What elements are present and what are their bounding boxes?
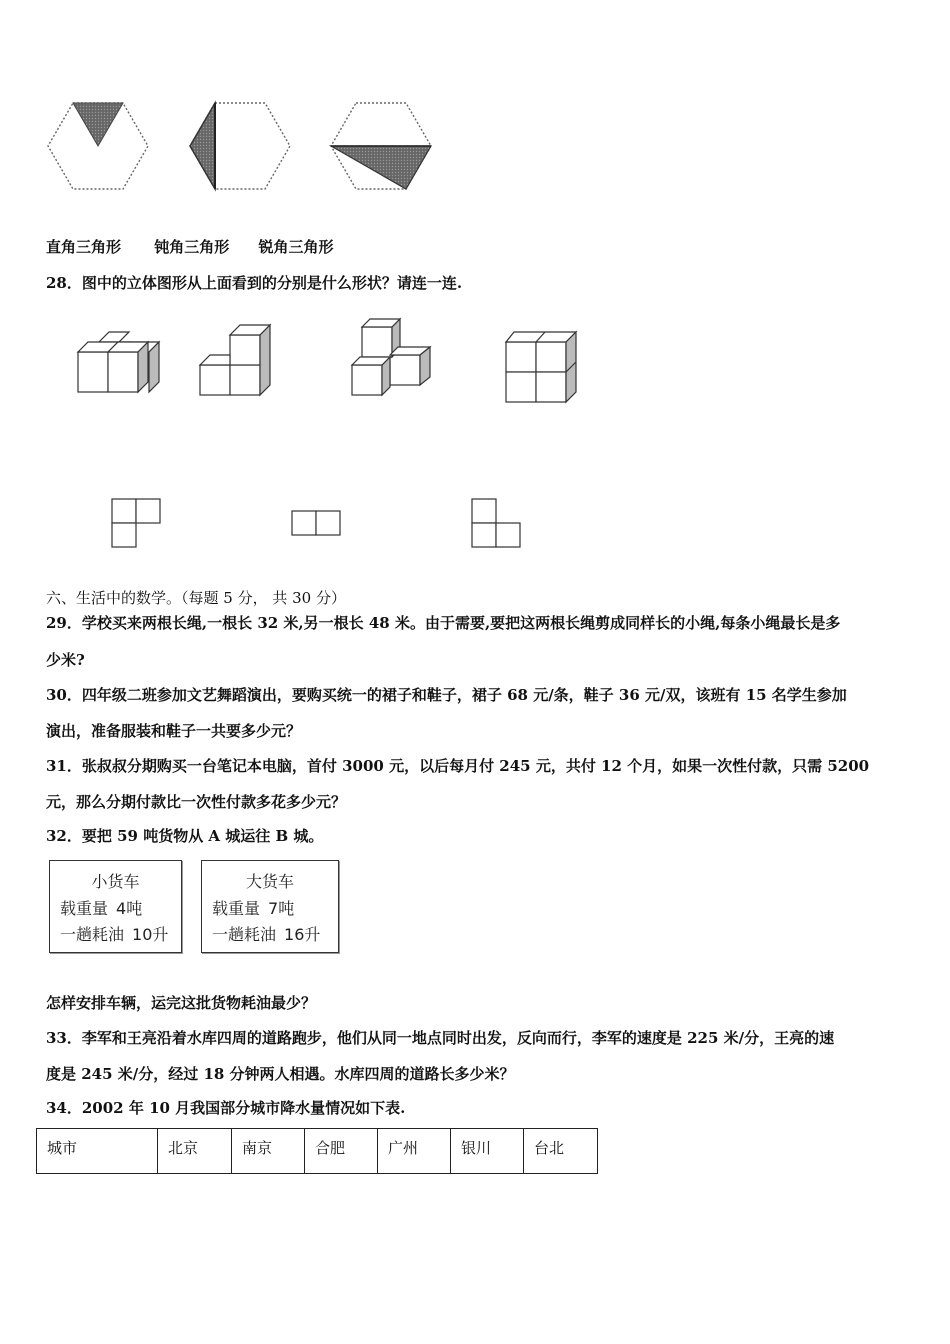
solid-4 [506,332,576,402]
question-33-line-1: 33．李军和王亮沿着水库四周的道路跑步，他们从同一地点同时出发，反向而行，李军的速度是 225 米/分，王亮的速 [46,1029,835,1047]
solid-3 [352,319,430,395]
cube-solids [70,310,590,410]
question-28: 28．图中的立体图形从上面看到的分别是什么形状？请连一连. [46,274,463,292]
hexagon-right-triangle [48,103,148,189]
table-cell-city: 北京 [158,1129,232,1174]
rainfall-table [36,1128,598,1174]
label-acute-triangle: 锐角三角形 [258,238,334,256]
label-right-triangle: 直角三角形 [46,238,122,256]
label-obtuse-triangle: 钝角三角形 [154,238,230,256]
triangle-type-labels [46,236,334,257]
small-truck-card [49,860,182,953]
table-cell-city: 广州 [378,1129,451,1174]
table-cell-city: 合肥 [305,1129,378,1174]
question-34: 34．2002 年 10 月我国部分城市降水量情况如下表. [46,1099,406,1117]
question-29-line-1: 29．学校买来两根长绳,一根长 32 米,另一根长 48 米。由于需要,要把这两根长绳剪成同样长的小绳,每条小绳最长是多 [46,614,841,632]
small-truck-load: 载重量 4吨 [60,899,143,918]
large-truck-fuel: 一趟耗油 16升 [212,925,321,944]
large-truck-title: 大货车 [245,872,294,891]
table-cell-city: 南京 [232,1129,305,1174]
question-29-line-2: 少米? [46,651,85,669]
question-30-line-2: 演出，准备服装和鞋子一共要多少元？ [46,722,302,740]
top-view-l-shape-flipped [472,499,520,547]
table-cell-city: 银川 [451,1129,524,1174]
table-row [37,1129,598,1174]
top-view-two-squares [292,511,340,535]
large-truck-card [201,860,339,953]
hexagon-acute-triangle [331,103,431,189]
large-truck-load: 载重量 7吨 [212,899,295,918]
small-truck-title: 小货车 [91,872,140,891]
hexagon-figures [40,96,440,196]
small-truck-fuel: 一趟耗油 10升 [60,925,169,944]
solid-1 [78,332,159,392]
question-33-line-2: 度是 245 米/分，经过 18 分钟两人相遇。水库四周的道路长多少米？ [46,1065,515,1083]
question-31-line-2: 元，那么分期付款比一次性付款多花多少元？ [46,793,347,811]
hexagon-obtuse-triangle [190,103,290,189]
table-header-city: 城市 [37,1129,158,1174]
top-view-l-shape [112,499,160,547]
table-cell-city: 台北 [524,1129,598,1174]
solid-2 [200,325,270,395]
question-30-line-1: 30．四年级二班参加文艺舞蹈演出，要购买统一的裙子和鞋子，裙子 68 元/条，鞋子 36 元/双，该班有 15 名学生参加 [46,686,847,704]
section-6-heading: 六、生活中的数学。（每题 5 分， 共 30 分） [46,589,346,607]
top-views [100,494,540,554]
question-32: 32．要把 59 吨货物从 A 城运往 B 城。 [46,827,324,845]
question-32-followup: 怎样安排车辆，运完这批货物耗油最少？ [46,994,317,1012]
question-31-line-1: 31．张叔叔分期购买一台笔记本电脑，首付 3000 元，以后每月付 245 元，共付 12 个月，如果一次性付款，只需 5200 [46,757,870,775]
